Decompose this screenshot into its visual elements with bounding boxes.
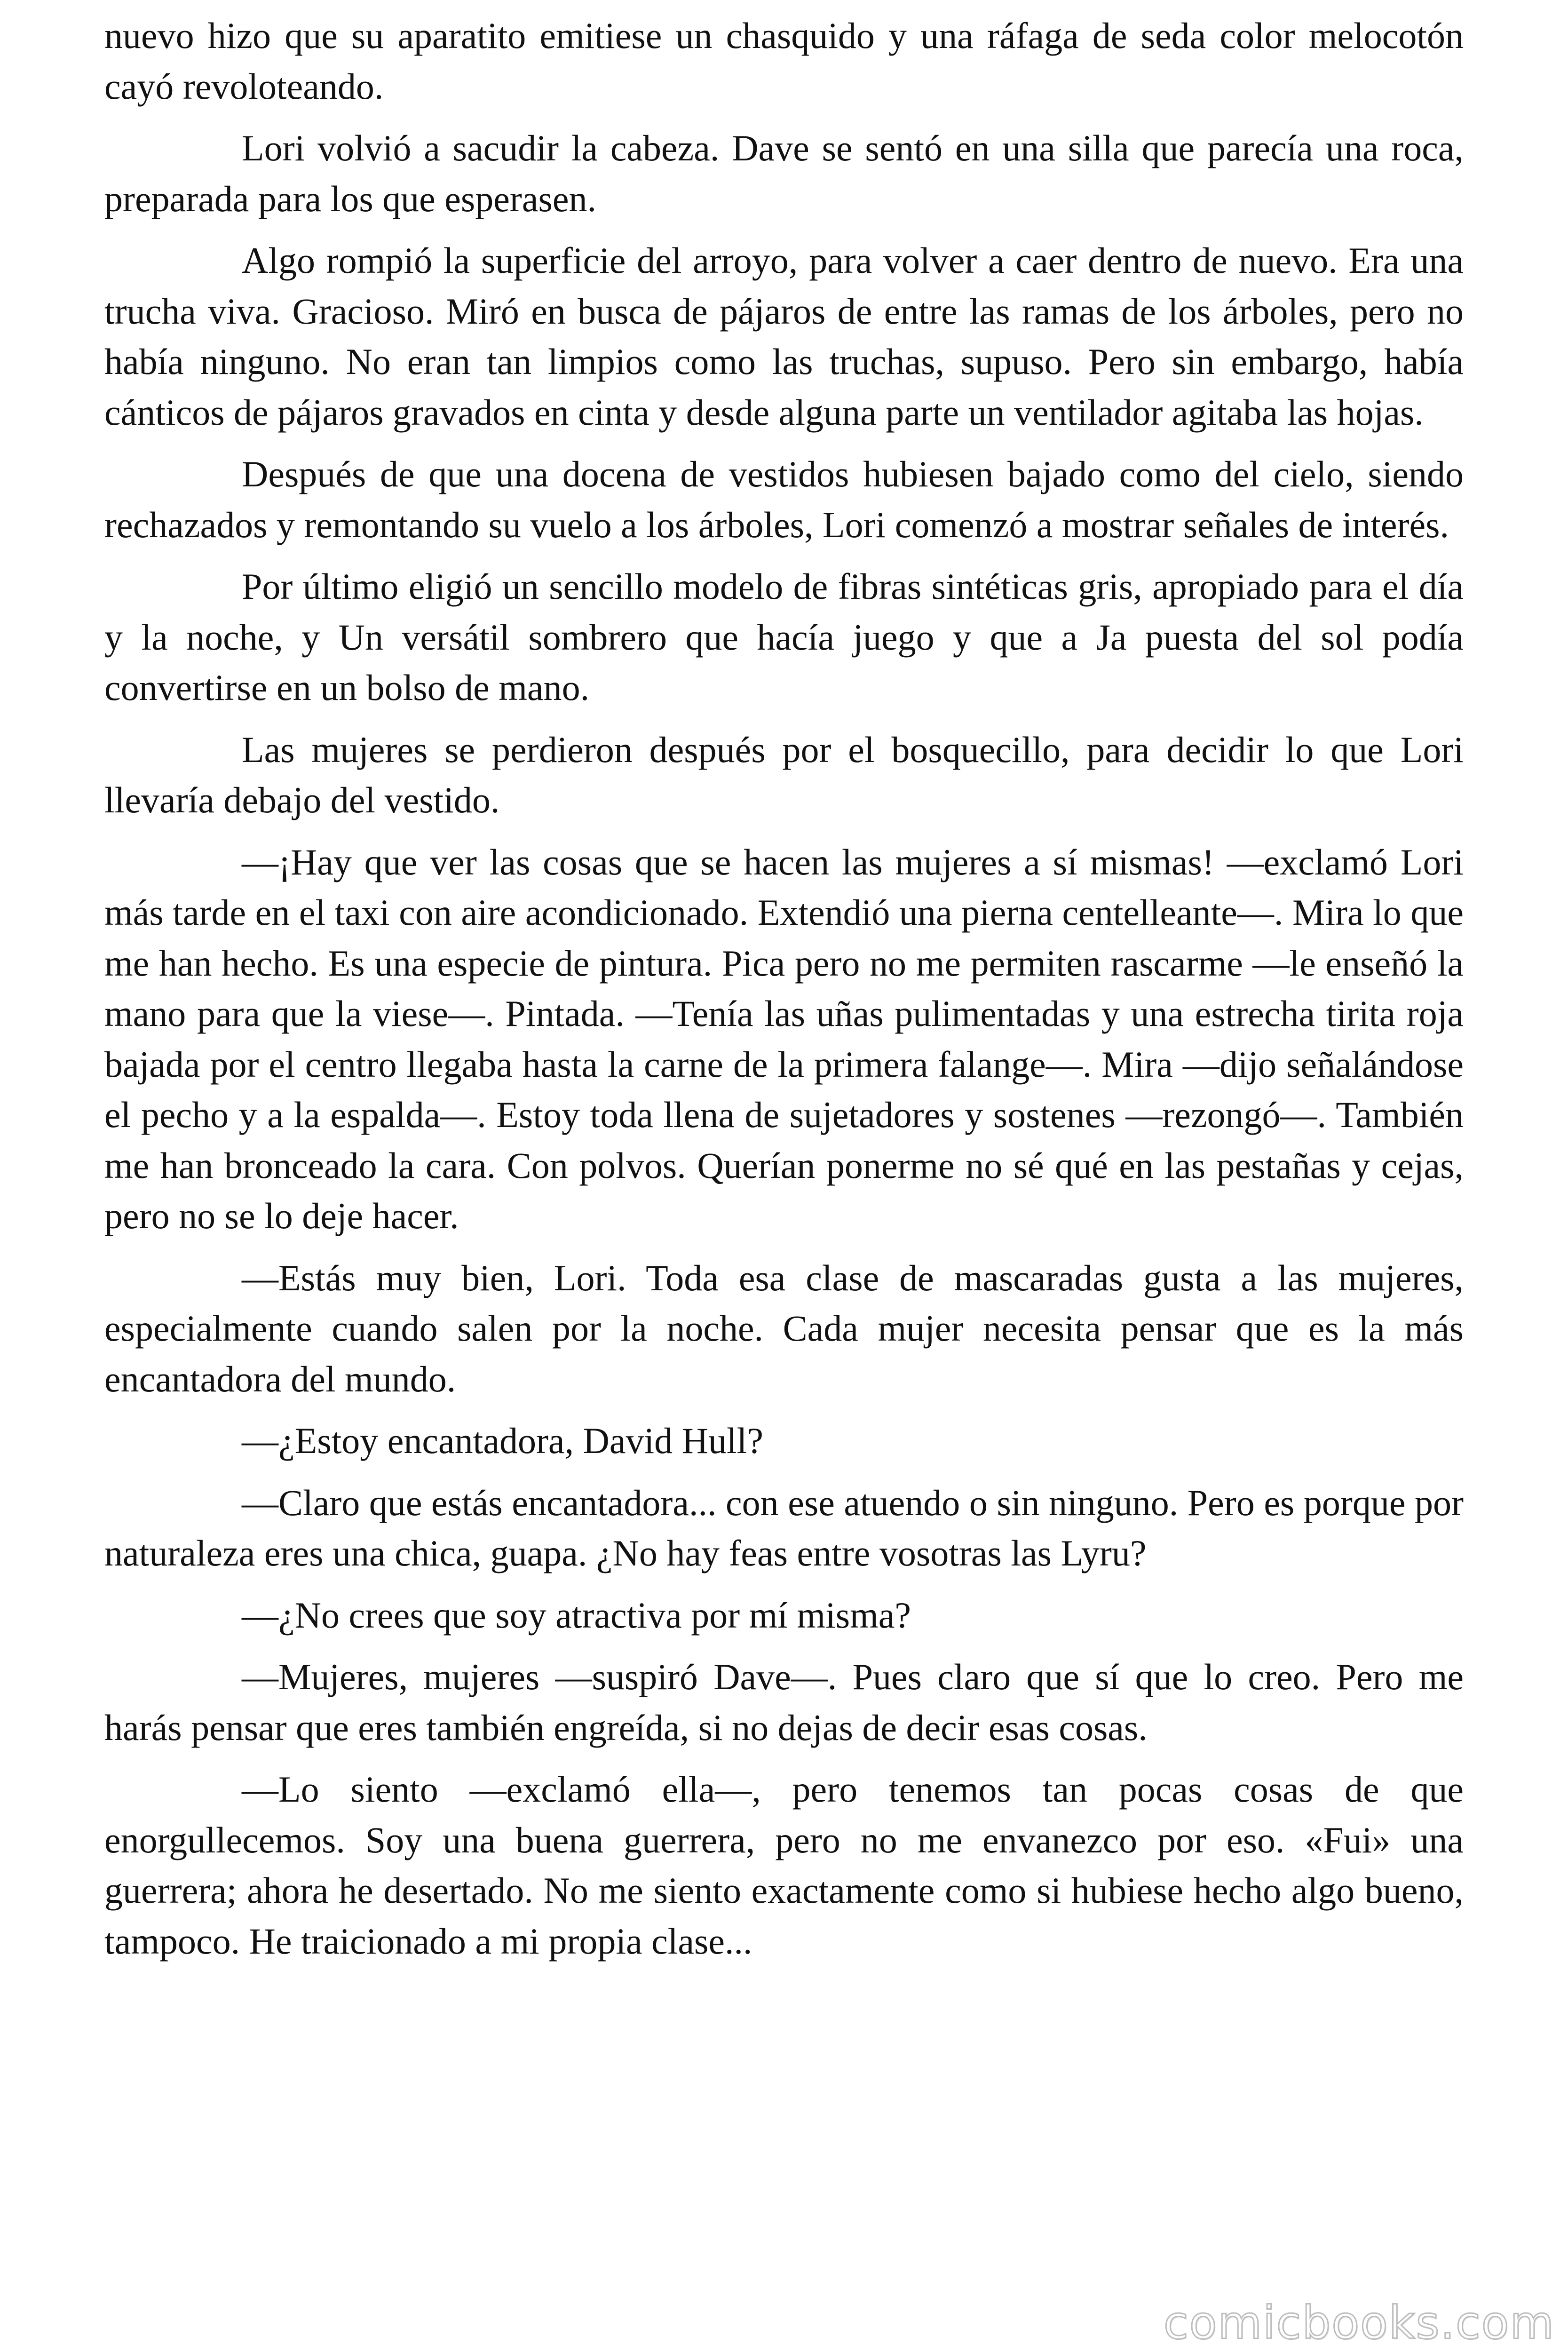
paragraph: —¿No crees que soy atractiva por mí misma? [242,1594,911,1636]
paragraph: —Claro que estás encantadora... con ese atuendo o sin ninguno. Pero es porque por naturaleza eres una chica, guapa. ¿No hay feas entre vosotras las Lyru? [104,1482,1464,1573]
paragraph: Lori volvió a sacudir la cabeza. Dave se sentó en una silla que parecía una roca, preparada para los que esperasen. [104,127,1464,219]
paragraph: Por último eligió un sencillo modelo de fibras sintéticas gris, apropiado para el día y la noche, y Un versátil sombrero que hacía juego y que a Ja puesta del sol podía convertirse en un bolso de mano. [104,566,1464,708]
paragraph: Después de que una docena de vestidos hubiesen bajado como del cielo, siendo rechazados y remontando su vuelo a los árboles, Lori comenzó a mostrar señales de interés. [104,453,1464,545]
paragraph: —¡Hay que ver las cosas que se hacen las mujeres a sí mismas! —exclamó Lori más tarde en el taxi con aire acondicionado. Extendió una pierna centelleante—. Mira lo que me han hecho. Es una especie de pintura. Pica pero no me permiten rascarme —le enseñó la mano para que la viese—. Pintada. —Tenía las uñas pulimentadas y una estrecha tirita roja bajada por el centro llegaba hasta la carne de la primera falange—. Mira —dijo señalándose el pecho y a la espalda—. Estoy toda llena de sujetadores y sostenes —rezongó—. También me han bronceado la cara. Con polvos. Querían ponerme no sé qué en las pestañas y cejas, pero no se lo deje hacer. [104,841,1464,1236]
paragraph: Las mujeres se perdieron después por el bosquecillo, para decidir lo que Lori llevaría debajo del vestido. [104,729,1464,820]
paragraph: —Mujeres, mujeres —suspiró Dave—. Pues claro que sí que lo creo. Pero me harás pensar que eres también engreída, si no dejas de decir esas cosas. [104,1656,1464,1748]
paragraph: —Estás muy bien, Lori. Toda esa clase de mascaradas gusta a las mujeres, especialmente cuando salen por la noche. Cada mujer necesita pensar que es la más encantadora del mundo. [104,1257,1464,1399]
paragraph: —Lo siento —exclamó ella—, pero tenemos tan pocas cosas de que enorgullecemos. Soy una buena guerrera, pero no me envanezco por eso. «Fui» una guerrera; ahora he desertado. No me siento exactamente como si hubiese hecho algo bueno, tampoco. He traicionado a mi propia clase... [104,1769,1464,1962]
watermark: comicbooks.com [1163,2296,1555,2349]
paragraph: nuevo hizo que su aparatito emitiese un chasquido y una ráfaga de seda color melocotón cayó revoloteando. [104,15,1464,107]
paragraph: Algo rompió la superficie del arroyo, para volver a caer dentro de nuevo. Era una trucha viva. Gracioso. Miró en busca de pájaros de entre las ramas de los árboles, pero no había ninguno. No eran tan limpios como las truchas, supuso. Pero sin embargo, había cánticos de pájaros gravados en cinta y desde alguna parte un ventilador agitaba las hojas. [104,240,1464,433]
book-page [104,10,1464,1978]
paragraph: —¿Estoy encantadora, David Hull? [242,1420,763,1461]
